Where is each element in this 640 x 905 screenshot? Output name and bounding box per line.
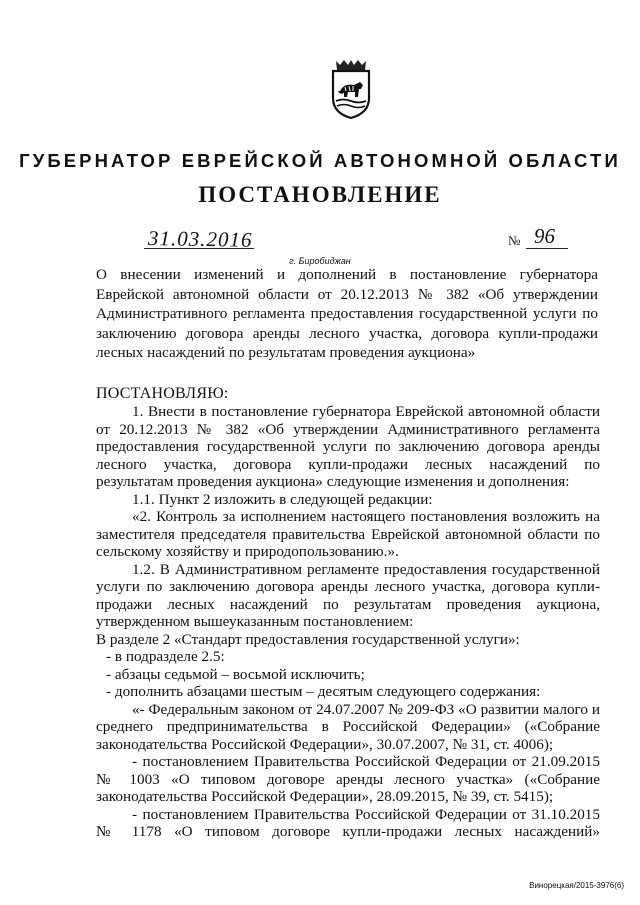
- document-subject: О внесении изменений и дополнений в постановление губернатора Еврейской автономной области от 20.12.2013 № 382 «Об утверждении Административного регламента предоставления государственной услуги по заключению договора аренды лесного участка, договора купли-продажи лесных насаждений по результатам проведения аукциона»: [96, 266, 598, 361]
- document-date: 31.03.2016: [147, 226, 253, 252]
- document-number: 96: [534, 224, 555, 248]
- paragraph: - абзацы седьмой – восьмой исключить;: [106, 665, 365, 683]
- paragraph: «- Федеральным законом от 24.07.2007 № 209-ФЗ «О развитии малого и среднего предпринимательства в Российской Федерации» («Собрание законодательства Российской Федерации», 30.07.2007, № 31, ст. 4006);: [96, 700, 600, 753]
- number-underline: [526, 248, 568, 249]
- paragraph: 1. Внести в постановление губернатора Еврейской автономной области от 20.12.2013 № 382 «Об утверждении Административного регламента предоставления государственной услуги по заключению договора аренды лесного участка, договора купли-продажи лесных насаждений по результатам проведения аукциона» следующие изменения и дополнения:: [96, 403, 600, 490]
- decree-heading: ПОСТАНОВЛЯЮ:: [96, 385, 229, 402]
- authority-title: ГУБЕРНАТОР ЕВРЕЙСКОЙ АВТОНОМНОЙ ОБЛАСТИ: [19, 150, 621, 171]
- document-body: [96, 403, 600, 841]
- coat-of-arms-icon: [328, 58, 374, 120]
- paragraph: 1.1. Пункт 2 изложить в следующей редакции:: [132, 490, 433, 508]
- date-underline: [144, 248, 254, 249]
- paragraph: В разделе 2 «Стандарт предоставления государственной услуги»:: [96, 630, 520, 648]
- paragraph: «2. Контроль за исполнением настоящего постановления возложить на заместителя председателя правительства Еврейской автономной области по сельскому хозяйству и природопользованию.».: [96, 508, 600, 560]
- city: г. Биробиджан: [289, 256, 351, 266]
- paragraph: - в подразделе 2.5:: [106, 648, 225, 665]
- paragraph: - дополнить абзацами шестым – десятым следующего содержания:: [106, 683, 541, 700]
- paragraph: 1.2. В Административном регламенте предоставления государственной услуги по заключению договора аренды лесного участка, договора купли-продажи лесных насаждений по результатам проведения аукциона, утвержденном вышеуказанным постановлением:: [96, 560, 600, 630]
- document-type: ПОСТАНОВЛЕНИЕ: [198, 182, 442, 207]
- paragraph: - постановлением Правительства Российской Федерации от 31.10.2015 № 1178 «О типовом договоре купли-продажи лесных насаждений»: [96, 805, 600, 840]
- paragraph: - постановлением Правительства Российской Федерации от 21.09.2015 № 1003 «О типовом договоре аренды лесного участка» («Собрание законодательства Российской Федерации», 28.09.2015, № 39, ст. 5415);: [96, 753, 600, 805]
- document-reference: Винорецкая/2015-3976(6): [529, 881, 624, 890]
- number-label: №: [508, 233, 521, 248]
